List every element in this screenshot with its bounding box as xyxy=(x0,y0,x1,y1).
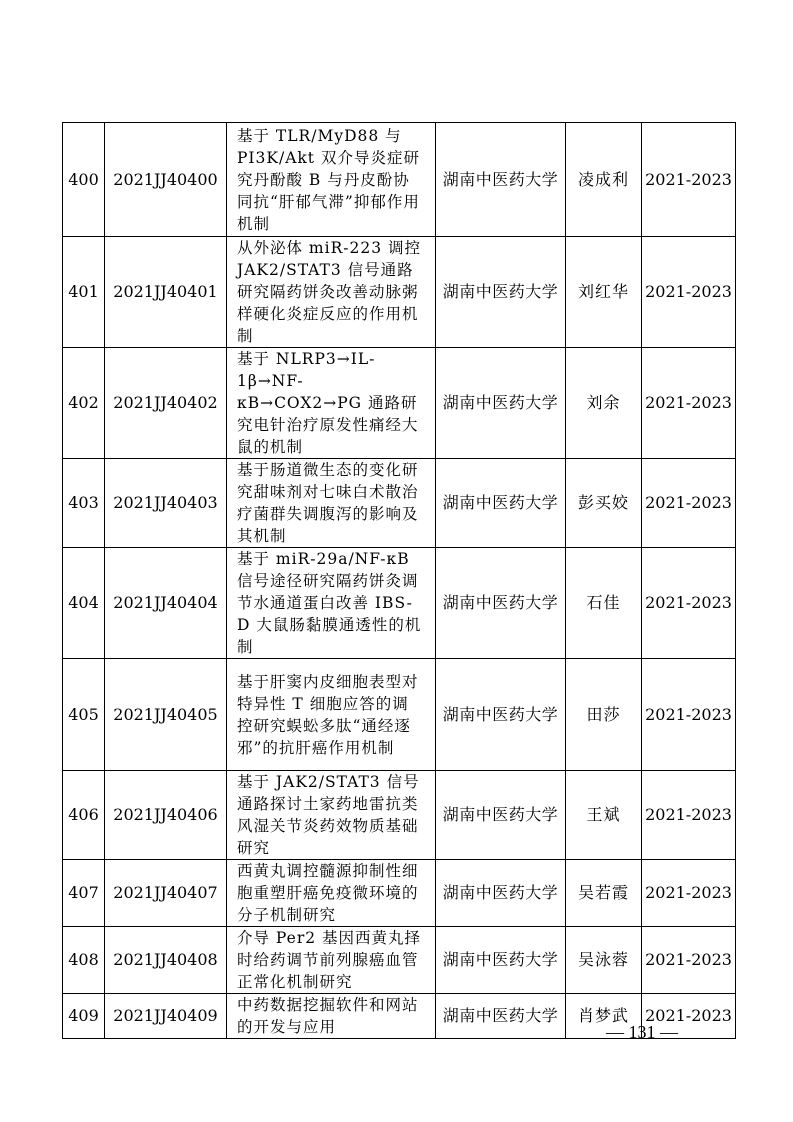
institution: 湖南中医药大学 xyxy=(436,994,566,1039)
principal-investigator: 彭买姣 xyxy=(566,459,642,548)
principal-investigator: 王斌 xyxy=(566,771,642,860)
project-title: 基于 JAK2/STAT3 信号通路探讨土家药地雷抗类风湿关节炎药效物质基础研究 xyxy=(227,771,436,860)
principal-investigator: 田莎 xyxy=(566,659,642,771)
principal-investigator: 刘红华 xyxy=(566,237,642,348)
institution: 湖南中医药大学 xyxy=(436,123,566,237)
table-row xyxy=(63,548,736,659)
project-period: 2021-2023 xyxy=(642,237,736,348)
project-title: 基于肝窦内皮细胞表型对特异性 T 细胞应答的调控研究蜈蚣多肽“通经逐邪”的抗肝癌作用机制 xyxy=(227,659,436,771)
row-number: 406 xyxy=(63,771,105,860)
project-code: 2021JJ40400 xyxy=(105,123,227,237)
project-title: 介导 Per2 基因西黄丸择时给药调节前列腺癌血管正常化机制研究 xyxy=(227,927,436,994)
project-period: 2021-2023 xyxy=(642,548,736,659)
project-title: 从外泌体 miR-223 调控 JAK2/STAT3 信号通路研究隔药饼灸改善动脉粥样硬化炎症反应的作用机制 xyxy=(227,237,436,348)
row-number: 400 xyxy=(63,123,105,237)
project-title: 基于 TLR/MyD88 与 PI3K/Akt 双介导炎症研究丹酚酸 B 与丹皮酚协同抗“肝郁气滞”抑郁作用机制 xyxy=(227,123,436,237)
row-number: 408 xyxy=(63,927,105,994)
institution: 湖南中医药大学 xyxy=(436,548,566,659)
row-number: 401 xyxy=(63,237,105,348)
institution: 湖南中医药大学 xyxy=(436,348,566,459)
row-number: 407 xyxy=(63,860,105,927)
page-number: — 131 — xyxy=(606,1022,678,1042)
table-row xyxy=(63,348,736,459)
project-code: 2021JJ40401 xyxy=(105,237,227,348)
project-code: 2021JJ40407 xyxy=(105,860,227,927)
principal-investigator: 石佳 xyxy=(566,548,642,659)
principal-investigator: 吴若霞 xyxy=(566,860,642,927)
row-number: 403 xyxy=(63,459,105,548)
table-row xyxy=(63,237,736,348)
project-code: 2021JJ40409 xyxy=(105,994,227,1039)
principal-investigator: 刘余 xyxy=(566,348,642,459)
row-number: 404 xyxy=(63,548,105,659)
project-period: 2021-2023 xyxy=(642,771,736,860)
row-number: 409 xyxy=(63,994,105,1039)
project-title: 西黄丸调控髓源抑制性细胞重塑肝癌免疫微环境的分子机制研究 xyxy=(227,860,436,927)
table-row xyxy=(63,927,736,994)
project-period: 2021-2023 xyxy=(642,659,736,771)
project-table xyxy=(62,122,736,1039)
row-number: 405 xyxy=(63,659,105,771)
project-title: 基于 NLRP3→IL-1β→NF-κB→COX2→PG 通路研究电针治疗原发性痛经大鼠的机制 xyxy=(227,348,436,459)
project-period: 2021-2023 xyxy=(642,348,736,459)
project-period: 2021-2023 xyxy=(642,994,736,1039)
institution: 湖南中医药大学 xyxy=(436,860,566,927)
project-title: 基于肠道微生态的变化研究甜味剂对七味白术散治疗菌群失调腹泻的影响及其机制 xyxy=(227,459,436,548)
project-code: 2021JJ40402 xyxy=(105,348,227,459)
institution: 湖南中医药大学 xyxy=(436,459,566,548)
table-row xyxy=(63,860,736,927)
project-period: 2021-2023 xyxy=(642,123,736,237)
project-code: 2021JJ40405 xyxy=(105,659,227,771)
project-period: 2021-2023 xyxy=(642,927,736,994)
institution: 湖南中医药大学 xyxy=(436,771,566,860)
project-code: 2021JJ40406 xyxy=(105,771,227,860)
project-code: 2021JJ40404 xyxy=(105,548,227,659)
project-period: 2021-2023 xyxy=(642,860,736,927)
project-period: 2021-2023 xyxy=(642,459,736,548)
table-row xyxy=(63,459,736,548)
row-number: 402 xyxy=(63,348,105,459)
project-title: 基于 miR-29a/NF-κB 信号途径研究隔药饼灸调节水通道蛋白改善 IBS-D 大鼠肠黏膜通透性的机制 xyxy=(227,548,436,659)
table-row xyxy=(63,659,736,771)
principal-investigator: 吴泳蓉 xyxy=(566,927,642,994)
institution: 湖南中医药大学 xyxy=(436,659,566,771)
principal-investigator: 凌成利 xyxy=(566,123,642,237)
institution: 湖南中医药大学 xyxy=(436,927,566,994)
project-title: 中药数据挖掘软件和网站的开发与应用 xyxy=(227,994,436,1039)
principal-investigator: 肖梦武 xyxy=(566,994,642,1039)
table-row xyxy=(63,123,736,237)
table-row xyxy=(63,771,736,860)
institution: 湖南中医药大学 xyxy=(436,237,566,348)
project-code: 2021JJ40403 xyxy=(105,459,227,548)
project-code: 2021JJ40408 xyxy=(105,927,227,994)
